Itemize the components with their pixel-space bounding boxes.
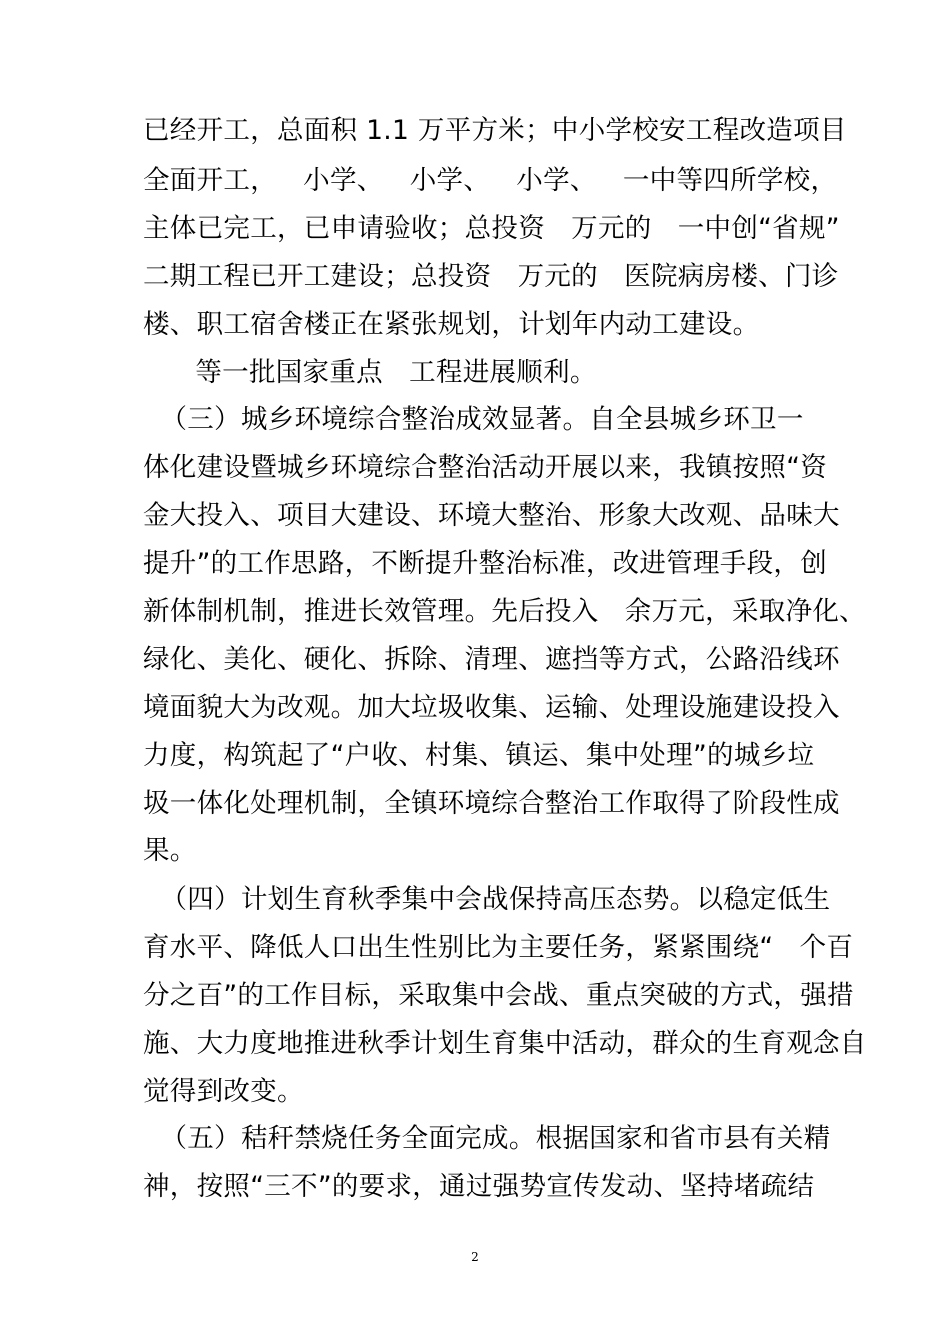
body-text-line: 全面开工， 小学、 小学、 小学、 一中等四所学校， (143, 165, 838, 196)
body-text-line: 圾一体化处理机制，全镇环境综合整治工作取得了阶段性成 (143, 788, 840, 819)
page-number: 2 (471, 1250, 479, 1264)
body-text-line: 神，按照“三不”的要求，通过强势宣传发动、坚持堵疏结 (143, 1171, 815, 1202)
body-text-line: 果。 (143, 835, 197, 866)
body-text-line: 施、大力度地推进秋季计划生育集中活动，群众的生育观念自 (143, 1028, 867, 1059)
body-text-line: 分之百”的工作目标，采取集中会战、重点突破的方式，强措 (143, 980, 854, 1011)
body-text-line: 金大投入、项目大建设、环境大整治、形象大改观、品味大 (143, 500, 840, 531)
section-heading-line: （三）城乡环境综合整治成效显著。自全县城乡环卫一 (143, 404, 804, 435)
body-text-line: 主体已完工，已申请验收；总投资 万元的 一中创“省规” (143, 213, 840, 244)
body-text-line: 绿化、美化、硬化、拆除、清理、遮挡等方式，公路沿线环 (143, 644, 840, 675)
body-text-line: 等一批国家重点 工程进展顺利。 (143, 357, 597, 388)
body-text-line: 提升”的工作思路，不断提升整治标准，改进管理手段，创 (143, 548, 828, 579)
body-text-line: 二期工程已开工建设；总投资 万元的 医院病房楼、门诊 (143, 261, 839, 292)
body-text-line: 力度，构筑起了“户收、村集、镇运、集中处理”的城乡垃 (143, 740, 815, 771)
body-text-line: 体化建设暨城乡环境综合整治活动开展以来，我镇按照“资 (143, 452, 828, 483)
section-heading-line: （五）秸秆禁烧任务全面完成。根据国家和省市县有关精 (143, 1123, 831, 1154)
body-text-line: 已经开工，总面积 1.1 万平方米；中小学校安工程改造项目 (143, 115, 847, 146)
section-heading-line: （四）计划生育秋季集中会战保持高压态势。以稳定低生 (143, 884, 831, 915)
body-text-line: 楼、职工宿舍楼正在紧张规划，计划年内动工建设。 (143, 309, 760, 340)
body-text-line: 新体制机制，推进长效管理。先后投入 余万元，采取净化、 (143, 596, 866, 627)
body-text-line: 育水平、降低人口出生性别比为主要任务，紧紧围绕“ 个百 (143, 932, 854, 963)
body-text-line: 觉得到改变。 (143, 1076, 304, 1107)
body-text-line: 境面貌大为改观。加大垃圾收集、运输、处理设施建设投入 (143, 692, 840, 723)
